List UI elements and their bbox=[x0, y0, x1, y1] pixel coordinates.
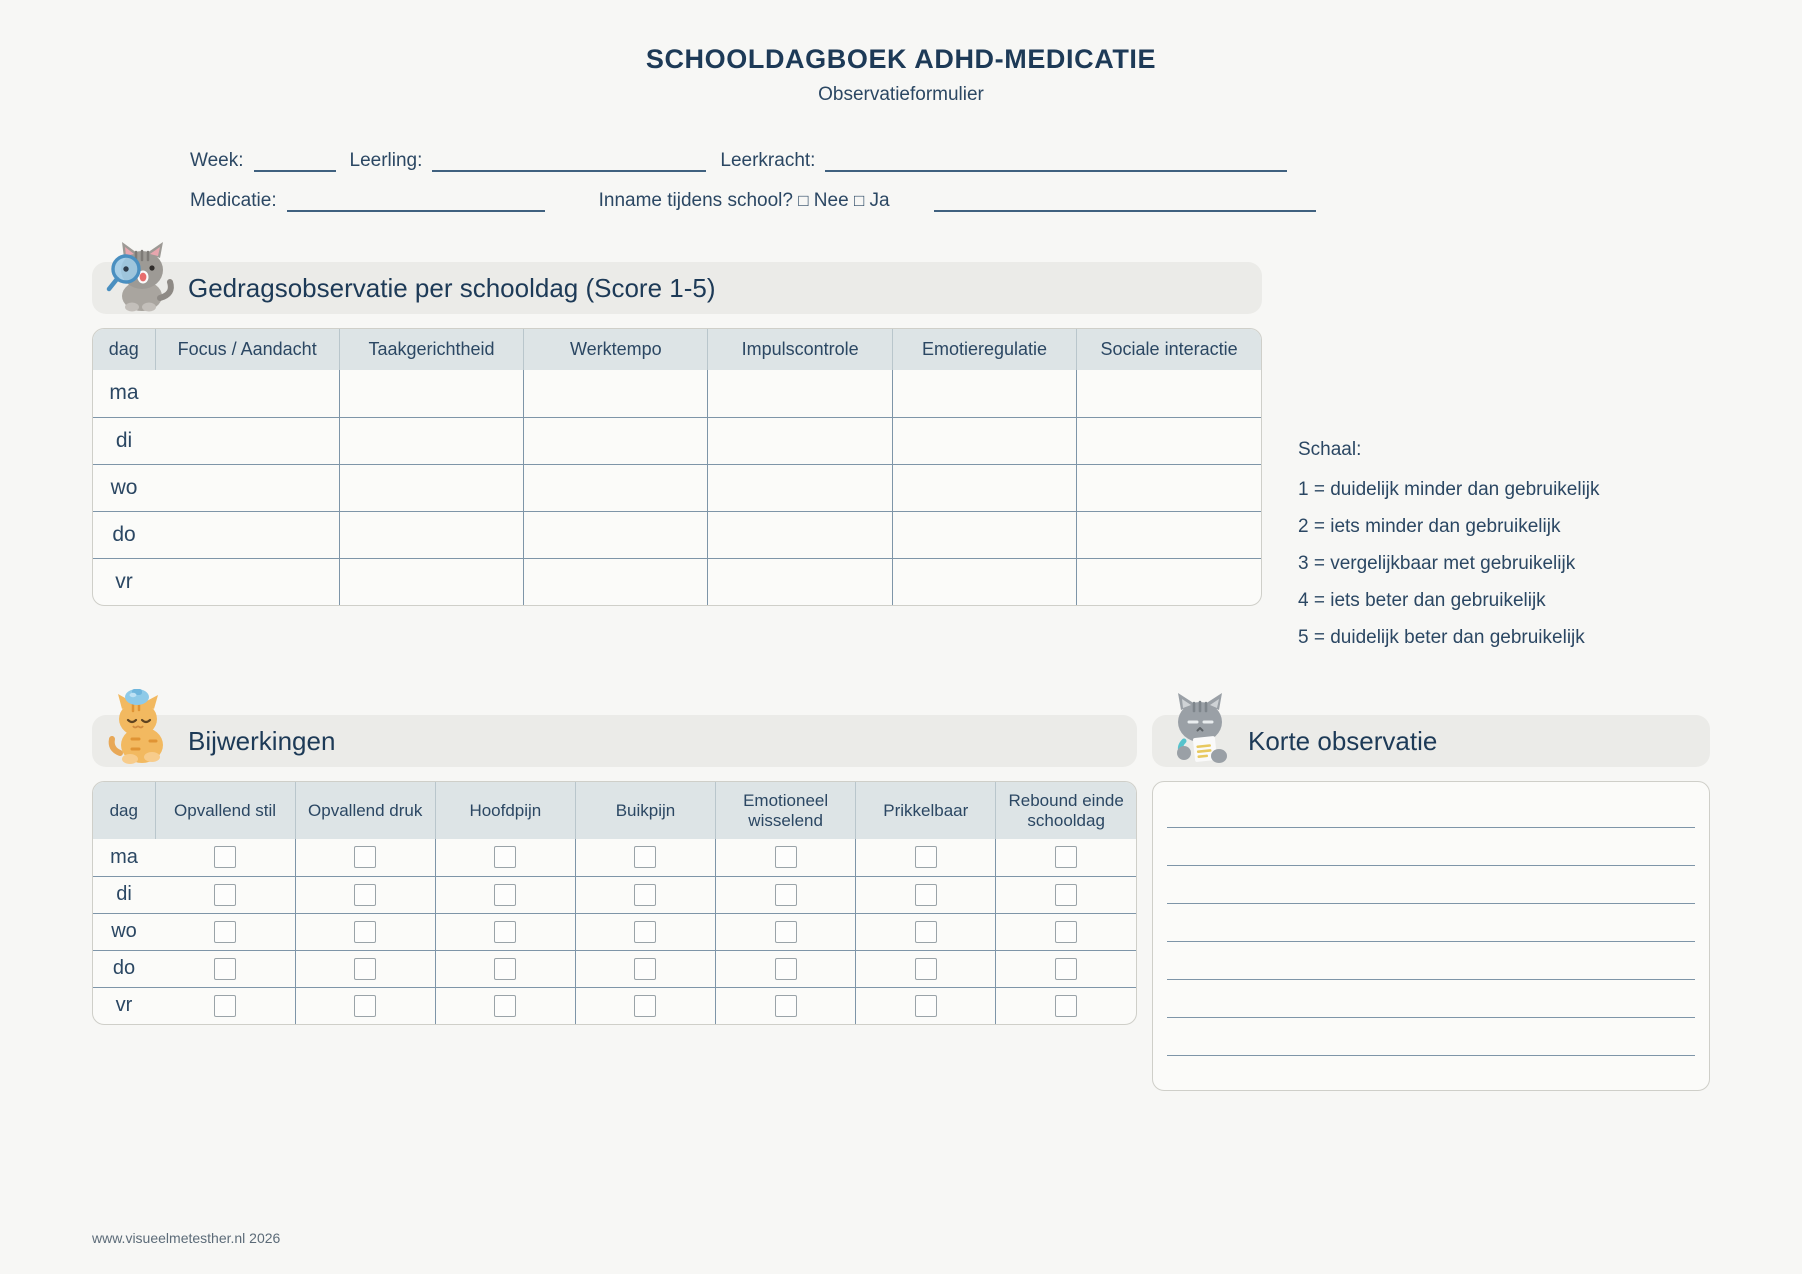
sideeffects-cell-ma-emotioneel-wisselend[interactable] bbox=[716, 839, 856, 876]
sideeffects-cell-wo-prikkelbaar[interactable] bbox=[856, 913, 996, 950]
sideeffects-cell-vr-prikkelbaar[interactable] bbox=[856, 987, 996, 1024]
behaviour-cell-di-emotieregulatie[interactable] bbox=[892, 417, 1076, 464]
behaviour-cell-ma-werktempo[interactable] bbox=[524, 370, 708, 417]
sideeffects-cell-wo-emotioneel-wisselend[interactable] bbox=[716, 913, 856, 950]
behaviour-cell-wo-emotieregulatie[interactable] bbox=[892, 464, 1076, 511]
behaviour-col-impulscontrole: Impulscontrole bbox=[708, 329, 892, 370]
table-row bbox=[93, 558, 1261, 605]
sideeffects-cell-vr-hoofdpijn[interactable] bbox=[435, 987, 575, 1024]
behaviour-cell-wo-focus[interactable] bbox=[155, 464, 339, 511]
sideeffects-cell-ma-buikpijn[interactable] bbox=[575, 839, 715, 876]
sideeffects-cell-di-buikpijn[interactable] bbox=[575, 876, 715, 913]
behaviour-col-sociale-interactie: Sociale interactie bbox=[1077, 329, 1261, 370]
checkbox[interactable] bbox=[634, 846, 656, 868]
sideeffects-cell-do-opvallend-stil[interactable] bbox=[155, 950, 295, 987]
sideeffects-day-ma: ma bbox=[110, 845, 138, 868]
pupil-input[interactable] bbox=[432, 154, 706, 172]
sideeffects-cell-vr-opvallend-druk[interactable] bbox=[295, 987, 435, 1024]
behaviour-col-emotieregulatie: Emotieregulatie bbox=[892, 329, 1076, 370]
behaviour-cell-vr-werktempo[interactable] bbox=[524, 558, 708, 605]
behaviour-cell-vr-sociale-interactie[interactable] bbox=[1077, 558, 1261, 605]
table-row bbox=[93, 839, 1136, 876]
table-row bbox=[93, 464, 1261, 511]
sideeffects-table bbox=[93, 782, 1136, 1024]
behaviour-table-header-row bbox=[93, 329, 1261, 370]
checkbox[interactable] bbox=[354, 884, 376, 906]
sideeffects-cell-ma-opvallend-druk[interactable] bbox=[295, 839, 435, 876]
checkbox[interactable] bbox=[1055, 921, 1077, 943]
teacher-label: Leerkracht: bbox=[720, 150, 816, 171]
checkbox[interactable] bbox=[1055, 995, 1077, 1017]
behaviour-cell-do-werktempo[interactable] bbox=[524, 511, 708, 558]
sideeffects-section bbox=[92, 715, 1137, 1025]
sideeffects-cell-vr-rebound[interactable] bbox=[996, 987, 1136, 1024]
sideeffects-day-di: di bbox=[93, 876, 155, 913]
checkbox[interactable] bbox=[214, 995, 236, 1017]
sideeffects-cell-do-prikkelbaar[interactable] bbox=[856, 950, 996, 987]
sideeffects-section-title: Bijwerkingen bbox=[188, 725, 336, 756]
medication-label: Medicatie: bbox=[190, 190, 277, 211]
cat-clipboard-icon bbox=[1164, 689, 1236, 765]
sideeffects-day-vr: vr bbox=[93, 987, 155, 1024]
week-input[interactable] bbox=[254, 154, 336, 172]
page-title: SCHOOLDAGBOEK ADHD-MEDICATIE bbox=[645, 44, 1157, 74]
checkbox[interactable] bbox=[915, 846, 937, 868]
sideeffects-cell-ma-prikkelbaar[interactable] bbox=[856, 839, 996, 876]
checkbox[interactable] bbox=[915, 884, 937, 906]
behaviour-cell-di-taakgerichtheid[interactable] bbox=[339, 417, 523, 464]
sideeffects-cell-wo-opvallend-druk[interactable] bbox=[295, 913, 435, 950]
sideeffects-cell-di-emotioneel-wisselend[interactable] bbox=[716, 876, 856, 913]
behaviour-cell-ma-impulscontrole[interactable] bbox=[708, 370, 892, 417]
observation-section bbox=[1152, 715, 1710, 1091]
behaviour-cell-ma-sociale-interactie[interactable] bbox=[1077, 370, 1261, 417]
meta-row-2 bbox=[190, 172, 1802, 212]
checkbox[interactable] bbox=[494, 921, 516, 943]
sideeffects-cell-ma-hoofdpijn[interactable] bbox=[435, 839, 575, 876]
intake-question-label: Inname tijdens school? bbox=[598, 190, 793, 211]
behaviour-day-wo: wo bbox=[93, 464, 155, 511]
sideeffects-cell-di-rebound[interactable] bbox=[996, 876, 1136, 913]
checkbox[interactable] bbox=[494, 958, 516, 980]
checkbox[interactable] bbox=[214, 846, 236, 868]
pupil-label: Leerling: bbox=[349, 150, 423, 171]
table-row bbox=[93, 950, 1136, 987]
checkbox[interactable] bbox=[634, 884, 656, 906]
sideeffects-cell-wo-hoofdpijn[interactable] bbox=[435, 913, 575, 950]
behaviour-cell-do-taakgerichtheid[interactable] bbox=[339, 511, 523, 558]
scale-item-1: 1 = duidelijk minder dan gebruikelijk bbox=[1298, 479, 1600, 500]
behaviour-day-do: do bbox=[93, 511, 155, 558]
behaviour-col-dag: dag bbox=[93, 329, 155, 370]
behaviour-table bbox=[93, 329, 1261, 605]
week-label: Week: bbox=[190, 150, 244, 171]
behaviour-cell-di-sociale-interactie[interactable] bbox=[1077, 417, 1261, 464]
sideeffects-col-emotioneel-wisselend: Emotioneel wisselend bbox=[716, 782, 856, 839]
checkbox[interactable] bbox=[494, 884, 516, 906]
sideeffects-col-opvallend-stil: Opvallend stil bbox=[155, 782, 295, 839]
sideeffects-cell-do-opvallend-druk[interactable] bbox=[295, 950, 435, 987]
behaviour-day-vr: vr bbox=[93, 558, 155, 605]
behaviour-cell-do-emotieregulatie[interactable] bbox=[892, 511, 1076, 558]
behaviour-cell-vr-taakgerichtheid[interactable] bbox=[339, 558, 523, 605]
behaviour-col-focus: Focus / Aandacht bbox=[155, 329, 339, 370]
scale-title: Schaal: bbox=[1298, 439, 1362, 460]
checkbox[interactable] bbox=[494, 846, 516, 868]
behaviour-cell-vr-emotieregulatie[interactable] bbox=[892, 558, 1076, 605]
behaviour-cell-ma-taakgerichtheid[interactable] bbox=[339, 370, 523, 417]
cat-magnifying-glass-icon bbox=[104, 236, 176, 312]
table-row bbox=[93, 511, 1261, 558]
checkbox[interactable] bbox=[354, 995, 376, 1017]
behaviour-cell-di-focus[interactable] bbox=[155, 417, 339, 464]
behaviour-day-di: di bbox=[93, 417, 155, 464]
sideeffects-cell-ma-rebound[interactable] bbox=[996, 839, 1136, 876]
behaviour-cell-wo-taakgerichtheid[interactable] bbox=[339, 464, 523, 511]
sideeffects-cell-di-opvallend-stil[interactable] bbox=[155, 876, 295, 913]
behaviour-cell-ma-focus[interactable] bbox=[155, 370, 339, 417]
observation-line[interactable] bbox=[1167, 942, 1695, 980]
table-row bbox=[93, 876, 1136, 913]
behaviour-cell-wo-sociale-interactie[interactable] bbox=[1077, 464, 1261, 511]
behaviour-cell-wo-werktempo[interactable] bbox=[524, 464, 708, 511]
checkbox[interactable] bbox=[214, 884, 236, 906]
scale-item-2: 2 = iets minder dan gebruikelijk bbox=[1298, 516, 1561, 537]
sideeffects-col-prikkelbaar: Prikkelbaar bbox=[856, 782, 996, 839]
title-block bbox=[0, 0, 1802, 106]
sideeffects-cell-wo-opvallend-stil[interactable] bbox=[155, 913, 295, 950]
checkbox[interactable] bbox=[494, 995, 516, 1017]
checkbox[interactable] bbox=[915, 921, 937, 943]
checkbox[interactable] bbox=[634, 958, 656, 980]
sideeffects-col-dag: dag bbox=[93, 782, 155, 839]
behaviour-cell-vr-focus[interactable] bbox=[155, 558, 339, 605]
behaviour-cell-do-sociale-interactie[interactable] bbox=[1077, 511, 1261, 558]
sideeffects-cell-do-buikpijn[interactable] bbox=[575, 950, 715, 987]
sideeffects-day-wo: wo bbox=[93, 913, 155, 950]
checkbox[interactable] bbox=[775, 846, 797, 868]
observation-section-header bbox=[1152, 715, 1710, 767]
table-row bbox=[93, 987, 1136, 1024]
observation-line[interactable] bbox=[1167, 1056, 1695, 1094]
behaviour-section-header bbox=[92, 262, 1262, 314]
observation-line[interactable] bbox=[1167, 1018, 1695, 1056]
sideeffects-day-do: do bbox=[93, 950, 155, 987]
sideeffects-cell-ma-opvallend-stil[interactable] bbox=[155, 839, 295, 876]
sideeffects-table-header-row bbox=[93, 782, 1136, 839]
intake-no-label: Nee bbox=[813, 190, 849, 211]
behaviour-day-ma: ma bbox=[109, 381, 139, 405]
checkbox[interactable] bbox=[775, 958, 797, 980]
intake-note-input[interactable] bbox=[934, 194, 1316, 212]
sideeffects-cell-do-hoofdpijn[interactable] bbox=[435, 950, 575, 987]
checkbox[interactable] bbox=[1055, 884, 1077, 906]
scale-item-3: 3 = vergelijkbaar met gebruikelijk bbox=[1298, 553, 1576, 574]
intake-no-checkbox[interactable]: □ bbox=[798, 191, 809, 210]
behaviour-cell-vr-impulscontrole[interactable] bbox=[708, 558, 892, 605]
behaviour-cell-do-impulscontrole[interactable] bbox=[708, 511, 892, 558]
sideeffects-col-buikpijn: Buikpijn bbox=[575, 782, 715, 839]
checkbox[interactable] bbox=[634, 921, 656, 943]
sideeffects-section-header bbox=[92, 715, 1137, 767]
scale-legend bbox=[1298, 440, 1728, 665]
checkbox[interactable] bbox=[915, 995, 937, 1017]
sideeffects-col-rebound: Rebound einde schooldag bbox=[996, 782, 1136, 839]
observation-line[interactable] bbox=[1167, 866, 1695, 904]
behaviour-observation-section bbox=[92, 262, 1262, 606]
observation-line[interactable] bbox=[1167, 790, 1695, 828]
sideeffects-cell-do-rebound[interactable] bbox=[996, 950, 1136, 987]
checkbox[interactable] bbox=[775, 995, 797, 1017]
sideeffects-cell-vr-emotioneel-wisselend[interactable] bbox=[716, 987, 856, 1024]
table-row bbox=[93, 913, 1136, 950]
meta-row-1 bbox=[190, 132, 1802, 172]
sideeffects-cell-di-hoofdpijn[interactable] bbox=[435, 876, 575, 913]
checkbox[interactable] bbox=[775, 884, 797, 906]
checkbox[interactable] bbox=[634, 995, 656, 1017]
scale-item-4: 4 = iets beter dan gebruikelijk bbox=[1298, 590, 1546, 611]
checkbox[interactable] bbox=[354, 958, 376, 980]
medication-input[interactable] bbox=[287, 194, 545, 212]
sideeffects-cell-di-prikkelbaar[interactable] bbox=[856, 876, 996, 913]
cat-ice-pack-icon bbox=[104, 689, 176, 765]
intake-yes-label: Ja bbox=[869, 190, 890, 211]
sideeffects-cell-vr-buikpijn[interactable] bbox=[575, 987, 715, 1024]
checkbox[interactable] bbox=[214, 921, 236, 943]
checkbox[interactable] bbox=[354, 921, 376, 943]
observation-line[interactable] bbox=[1167, 980, 1695, 1018]
behaviour-cell-do-focus[interactable] bbox=[155, 511, 339, 558]
table-row bbox=[93, 370, 1261, 417]
form-meta bbox=[0, 132, 1802, 212]
behaviour-col-taakgerichtheid: Taakgerichtheid bbox=[339, 329, 523, 370]
teacher-input[interactable] bbox=[825, 154, 1287, 172]
sideeffects-col-opvallend-druk: Opvallend druk bbox=[295, 782, 435, 839]
checkbox[interactable] bbox=[1055, 846, 1077, 868]
checkbox[interactable] bbox=[354, 846, 376, 868]
sideeffects-cell-wo-buikpijn[interactable] bbox=[575, 913, 715, 950]
observation-line[interactable] bbox=[1167, 904, 1695, 942]
intake-question-group bbox=[599, 190, 890, 212]
sideeffects-cell-wo-rebound[interactable] bbox=[996, 913, 1136, 950]
checkbox[interactable] bbox=[915, 958, 937, 980]
checkbox[interactable] bbox=[214, 958, 236, 980]
checkbox[interactable] bbox=[775, 921, 797, 943]
footer-credit: www.visueelmetesther.nl 2026 bbox=[92, 1230, 281, 1246]
behaviour-cell-ma-emotieregulatie[interactable] bbox=[892, 370, 1076, 417]
scale-item-5: 5 = duidelijk beter dan gebruikelijk bbox=[1298, 627, 1585, 648]
behaviour-col-werktempo: Werktempo bbox=[524, 329, 708, 370]
observation-line[interactable] bbox=[1167, 828, 1695, 866]
behaviour-table-panel bbox=[92, 328, 1262, 606]
checkbox[interactable] bbox=[1055, 958, 1077, 980]
intake-yes-checkbox[interactable]: □ bbox=[853, 191, 865, 210]
page-subtitle: Observatieformulier bbox=[818, 84, 984, 105]
observation-box bbox=[1152, 781, 1710, 1091]
observation-section-title: Korte observatie bbox=[1248, 725, 1438, 756]
behaviour-cell-wo-impulscontrole[interactable] bbox=[708, 464, 892, 511]
behaviour-section-title: Gedragsobservatie per schooldag (Score 1-5) bbox=[188, 272, 716, 303]
behaviour-cell-di-impulscontrole[interactable] bbox=[708, 417, 892, 464]
sideeffects-col-hoofdpijn: Hoofdpijn bbox=[435, 782, 575, 839]
sideeffects-cell-vr-opvallend-stil[interactable] bbox=[155, 987, 295, 1024]
sideeffects-cell-di-opvallend-druk[interactable] bbox=[295, 876, 435, 913]
sideeffects-cell-do-emotioneel-wisselend[interactable] bbox=[716, 950, 856, 987]
table-row bbox=[93, 417, 1261, 464]
sideeffects-table-panel bbox=[92, 781, 1137, 1025]
behaviour-cell-di-werktempo[interactable] bbox=[524, 417, 708, 464]
